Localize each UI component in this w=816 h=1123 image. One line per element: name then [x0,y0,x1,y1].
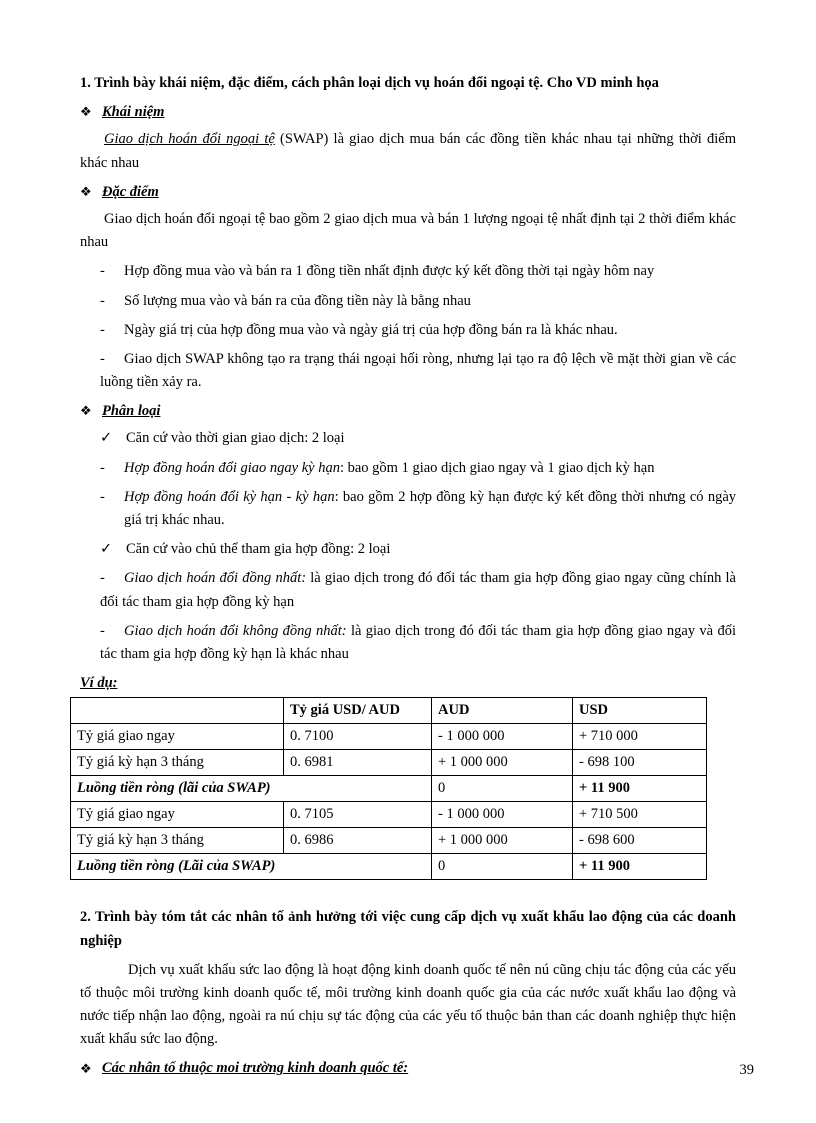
classification-text: là giao dịch trong đó đối tác tham gia hợp đồng giao ngay và đối tác tham gia hợp đồng kỳ hạn là khác nhau [100,622,736,662]
features-title: Đặc điểm [102,183,159,200]
net-flow-value: + 11 900 [573,776,707,802]
net-flow-label: Luồng tiền ròng (Lãi của SWAP) [71,854,432,880]
concept-paragraph [80,128,736,174]
example-label: Ví dụ: [80,675,118,692]
list-item [80,260,736,283]
table-header-cell [71,698,284,724]
table-cell: 0 [432,854,573,880]
dash-bullet: - [100,459,105,476]
page-content [77,72,737,1085]
table-cell: + 1 000 000 [432,750,573,776]
classification-term: Hợp đồng hoán đổi kỳ hạn - kỳ hạn [124,488,335,505]
features-intro: Giao dịch hoán đổi ngoại tệ bao gồm 2 giao dịch mua và bán 1 lượng ngoại tệ nhất định tại 2 thời điểm khác nhau [80,210,736,251]
classification-text: : bao gồm 2 hợp đồng kỳ hạn được ký kết đồng thời nhưng có ngày giá trị khác nhau. [124,488,737,528]
dash-bullet: - [100,570,105,587]
table-row [71,776,707,802]
check-icon: ✓ [100,430,113,447]
swap-example-table [70,697,707,880]
question-2-paragraph: Dịch vụ xuất khẩu sức lao động là hoạt động kinh doanh quốc tế nên nú cũng chịu tác động của các yếu tố thuộc môi trường kinh doanh quốc tế, môi trường kinh doanh quốc gia của các nước xuất khẩu lao động và nước tiếp nhận lao động, ngoài ra nú chịu sự tác động của các yếu tố thuộc bản than các doanh nghiệp thực hiện xuất khẩu sức lao động. [80,961,736,1048]
international-factors-title: Các nhân tố thuộc moi trường kinh doanh quốc tế: [102,1060,409,1077]
classification-item [124,457,736,480]
classification-basis: Căn cứ vào thời gian giao dịch: 2 loại [126,430,345,447]
table-row [71,854,707,880]
table-cell: Tỷ giá giao ngay [71,724,284,750]
net-flow-value: + 11 900 [573,854,707,880]
table-cell: 0. 7100 [284,724,432,750]
table-cell: - 1 000 000 [432,724,573,750]
question-2-heading: 2. Trình bày tóm tắt các nhân tố ảnh hưởng tới việc cung cấp dịch vụ xuất khẩu lao động của các doanh nghiệp [80,909,736,949]
dash-bullet: - [100,488,105,505]
concept-title: Khái niệm [102,104,165,121]
list-item [80,538,736,561]
classification-item [124,486,736,532]
list-item [80,427,736,450]
classification-text: là giao dịch trong đó đối tác tham gia hợp đồng giao ngay cũng chính là đối tác tham gia hợp đồng kỳ hạn [100,570,736,610]
list-item [80,486,736,532]
table-cell: - 698 100 [573,750,707,776]
diamond-bullet-icon: ❖ [80,104,92,120]
question-1-heading: 1. Trình bày khái niệm, đặc điểm, cách phân loại dịch vụ hoán đổi ngoại tệ. Cho VD minh họa [80,75,659,91]
diamond-bullet-icon: ❖ [80,183,92,199]
list-item [100,348,736,394]
list-item [100,620,736,666]
table-row [71,828,707,854]
table-cell: 0 [432,776,573,802]
table-cell: + 710 000 [573,724,707,750]
classification-title: Phân loại [102,403,161,420]
feature-item: Hợp đồng mua vào và bán ra 1 đồng tiền nhất định được ký kết đồng thời tại ngày hôm nay [124,263,655,280]
table-cell: - 1 000 000 [432,802,573,828]
list-item [80,319,736,342]
page-number: 39 [739,1062,754,1078]
dash-bullet: - [100,350,105,367]
feature-item: Ngày giá trị của hợp đồng mua vào và ngày giá trị của hợp đồng bán ra là khác nhau. [124,321,618,338]
table-cell: + 1 000 000 [432,828,573,854]
table-row [71,724,707,750]
classification-basis: Căn cứ vào chủ thể tham gia hợp đồng: 2 loại [126,541,391,558]
table-row [71,802,707,828]
concept-text: (SWAP) là giao dịch mua bán các đồng tiền khác nhau tại những thời điểm khác nhau [80,131,736,171]
concept-term: Giao dịch hoán đổi ngoại tệ [104,131,275,148]
table-cell: Tỷ giá giao ngay [71,802,284,828]
table-header-row [71,698,707,724]
table-header-cell: AUD [432,698,573,724]
diamond-bullet-icon: ❖ [80,1060,92,1076]
net-flow-label: Luồng tiền ròng (lãi của SWAP) [71,776,432,802]
table-row [71,750,707,776]
concept-section-title [80,101,736,124]
dash-bullet: - [100,292,105,309]
table-cell: 0. 6981 [284,750,432,776]
table-cell: Tỷ giá kỳ hạn 3 tháng [71,750,284,776]
table-cell: + 710 500 [573,802,707,828]
list-item [80,290,736,313]
classification-term: Giao dịch hoán đổi đồng nhất: [124,570,307,587]
table-header-cell: Tỷ giá USD/ AUD [284,698,432,724]
dash-bullet: - [100,263,105,280]
table-cell: - 698 600 [573,828,707,854]
check-icon: ✓ [100,541,113,558]
table-cell: Tỷ giá kỳ hạn 3 tháng [71,828,284,854]
classification-text: : bao gồm 1 giao dịch giao ngay và 1 giao dịch kỳ hạn [339,459,655,476]
list-item [100,567,736,613]
features-section-title [80,181,736,204]
list-item [80,457,736,480]
table-cell: 0. 7105 [284,802,432,828]
classification-term: Hợp đồng hoán đổi giao ngay kỳ hạn [124,459,340,476]
dash-bullet: - [100,622,105,639]
classification-term: Giao dịch hoán đổi không đồng nhất: [124,622,347,639]
diamond-bullet-icon: ❖ [80,403,92,419]
dash-bullet: - [100,321,105,338]
feature-item: Số lượng mua vào và bán ra của đồng tiền này là bằng nhau [124,292,471,309]
international-factors-section-title [80,1057,736,1080]
classification-section-title [80,400,736,423]
table-cell: 0. 6986 [284,828,432,854]
feature-item: Giao dịch SWAP không tạo ra trạng thái ngoại hối ròng, nhưng lại tạo ra độ lệch về mặt thời gian về các luồng tiền xảy ra. [100,350,736,391]
table-header-cell: USD [573,698,707,724]
